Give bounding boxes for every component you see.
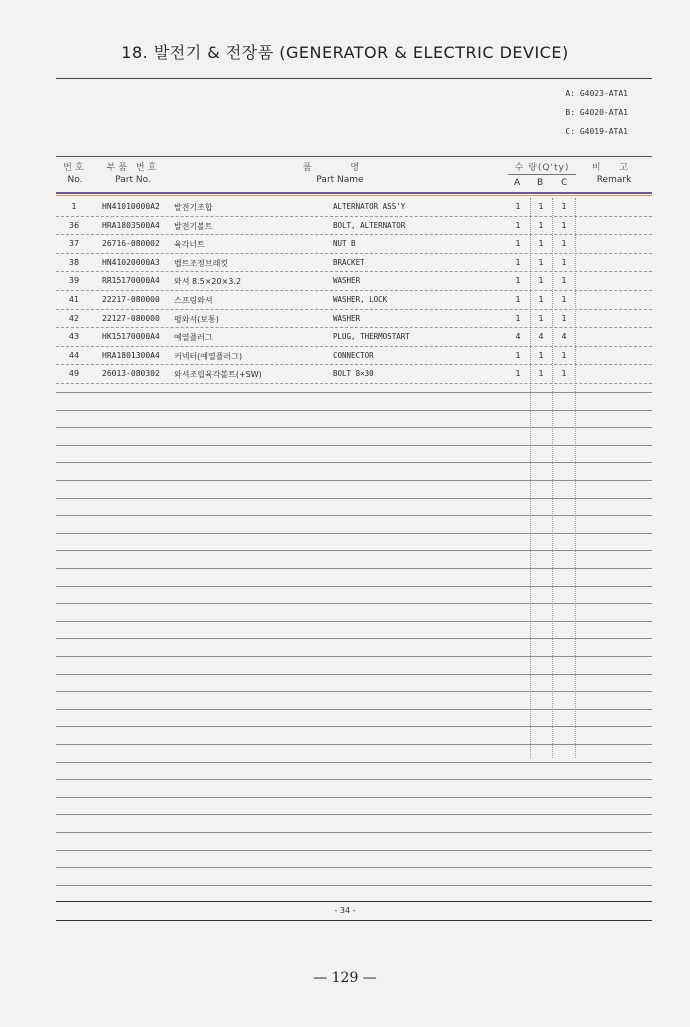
ruled-line bbox=[56, 726, 652, 727]
header-part-no: 부품 번호 Part No. bbox=[106, 163, 160, 185]
divider bbox=[56, 920, 652, 921]
header-part-name: 품 명 Part Name bbox=[302, 163, 378, 185]
table-row: 49 26013-080302 와셔조립육각볼트(+SW) BOLT 8×30 1 1 1 bbox=[56, 365, 652, 384]
ruled-line bbox=[56, 762, 652, 763]
table-row: 38 HN41020000A3 벨트조정브래킷 BRACKET 1 1 1 bbox=[56, 254, 652, 273]
ruled-line bbox=[56, 691, 652, 692]
ruled-line bbox=[56, 568, 652, 569]
ruled-line bbox=[56, 709, 652, 710]
divider bbox=[56, 156, 652, 157]
table-row: 43 HK15170000A4 예열플러그 PLUG, THERMOSTART 4 4 4 bbox=[56, 328, 652, 347]
ruled-line bbox=[56, 480, 652, 481]
ruled-line bbox=[56, 533, 652, 534]
model-b: B: G4020-ATA1 bbox=[565, 108, 628, 117]
divider bbox=[56, 195, 652, 196]
header-qty-c: C bbox=[561, 178, 568, 188]
model-a: A: G4023-ATA1 bbox=[565, 89, 628, 98]
ruled-line bbox=[56, 410, 652, 411]
ruled-line bbox=[56, 797, 652, 798]
ruled-line bbox=[56, 779, 652, 780]
ruled-line bbox=[56, 744, 652, 745]
model-c: C: G4019-ATA1 bbox=[565, 127, 628, 136]
header-no: 번호 No. bbox=[63, 163, 87, 185]
ruled-line bbox=[56, 850, 652, 851]
ruled-line bbox=[56, 603, 652, 604]
ruled-line bbox=[56, 515, 652, 516]
table-row: 42 22127-080000 평와셔(보통) WASHER 1 1 1 bbox=[56, 310, 652, 329]
ruled-line bbox=[56, 427, 652, 428]
page-number: — 129 — bbox=[313, 970, 377, 986]
ruled-line bbox=[56, 832, 652, 833]
ruled-line bbox=[56, 867, 652, 868]
table-row: 36 HRA1803500A4 발전기볼트 BOLT, ALTERNATOR 1 1 1 bbox=[56, 217, 652, 236]
divider bbox=[56, 78, 652, 79]
ruled-line bbox=[56, 656, 652, 657]
table-row: 39 RR15170000A4 와셔 8.5×20×3.2 WASHER 1 1 1 bbox=[56, 272, 652, 291]
ruled-line bbox=[56, 550, 652, 551]
ruled-line bbox=[56, 392, 652, 393]
ruled-line bbox=[56, 621, 652, 622]
ruled-line bbox=[56, 674, 652, 675]
table-row: 37 26716-080002 육각너트 NUT B 1 1 1 bbox=[56, 235, 652, 254]
ruled-line bbox=[56, 498, 652, 499]
header-qty: 수 량(Q'ty) bbox=[514, 163, 570, 173]
ruled-line bbox=[56, 638, 652, 639]
header-remark: 비 고 Remark bbox=[591, 163, 637, 185]
ruled-line bbox=[56, 814, 652, 815]
divider bbox=[508, 174, 576, 175]
table-row: 41 22217-080000 스프링와셔 WASHER, LOCK 1 1 1 bbox=[56, 291, 652, 310]
divider bbox=[56, 901, 652, 902]
table-row: 1 HN41010000A2 발전기조합 ALTERNATOR ASS'Y 1 1 1 bbox=[56, 198, 652, 217]
page-title: 18. 발전기 & 전장품 (GENERATOR & ELECTRIC DEVICE) bbox=[121, 43, 569, 62]
ruled-line bbox=[56, 586, 652, 587]
model-legend bbox=[565, 84, 628, 141]
ruled-line bbox=[56, 445, 652, 446]
table-row: 44 HRA1801300A4 커넥터(예열플러그) CONNECTOR 1 1 1 bbox=[56, 347, 652, 366]
parts-table bbox=[56, 198, 652, 384]
divider bbox=[56, 192, 652, 194]
header-qty-a: A bbox=[514, 178, 521, 188]
header-qty-b: B bbox=[537, 178, 544, 188]
ruled-line bbox=[56, 885, 652, 886]
ruled-line bbox=[56, 462, 652, 463]
inner-page-number: - 34 - bbox=[334, 906, 356, 915]
